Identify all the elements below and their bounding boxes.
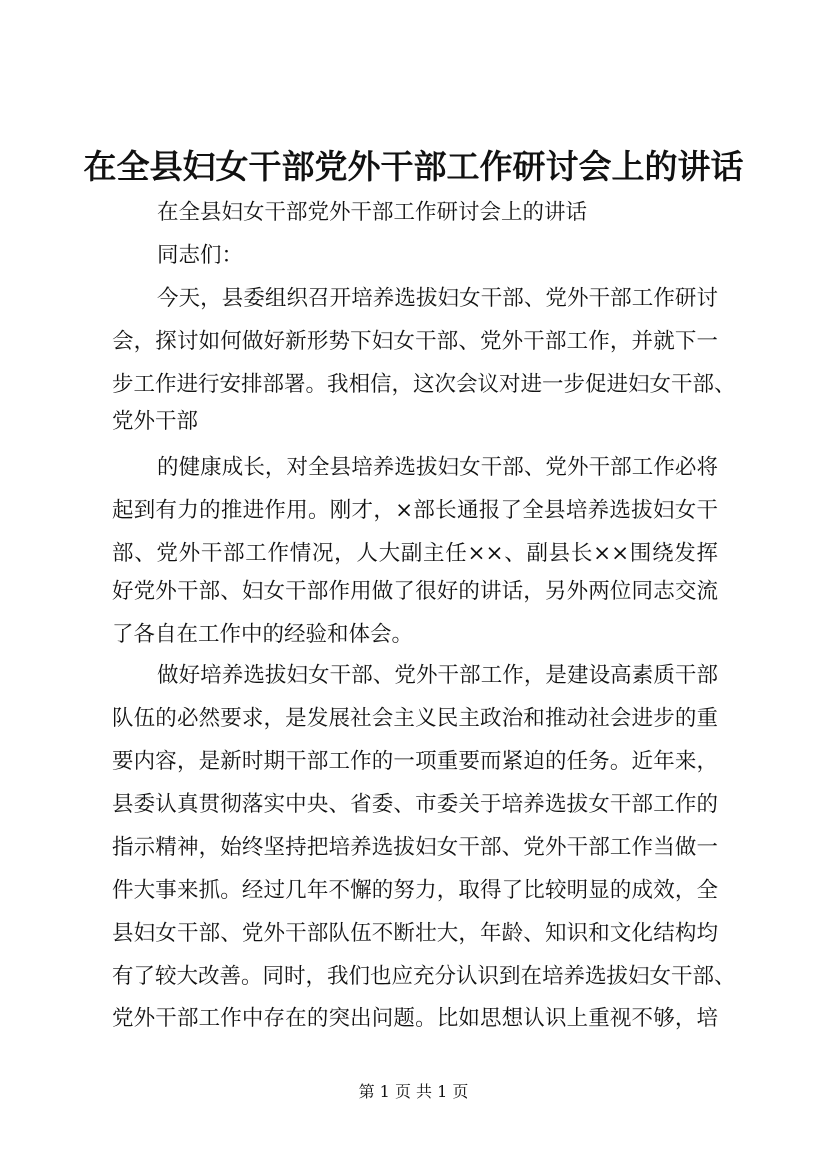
body-line: 指示精神，始终坚持把培养选拔妇女干部、党外干部工作当做一 xyxy=(112,835,718,860)
body-line: 好党外干部、妇女干部作用做了很好的讲话，另外两位同志交流 xyxy=(112,579,718,604)
body-line: 今天，县委组织召开培养选拔妇女干部、党外干部工作研讨 xyxy=(157,286,718,311)
body-line: 部、党外干部工作情况，人大副主任××、副县长××围绕发挥 xyxy=(112,541,718,566)
body-line: 了各自在工作中的经验和体会。 xyxy=(112,622,414,647)
body-line: 步工作进行安排部署。我相信，这次会议对进一步促进妇女干部、 xyxy=(112,372,736,397)
salutation: 同志们： xyxy=(157,243,244,268)
body-line: 队伍的必然要求，是发展社会主义民主政治和推动社会进步的重 xyxy=(112,706,718,731)
body-line: 的健康成长，对全县培养选拔妇女干部、党外干部工作必将 xyxy=(157,455,718,480)
body-line: 做好培养选拔妇女干部、党外干部工作，是建设高素质干部 xyxy=(157,663,718,688)
page-number-footer: 第 1 页 共 1 页 xyxy=(358,1082,469,1101)
body-line: 要内容，是新时期干部工作的一项重要而紧迫的任务。近年来， xyxy=(112,749,718,774)
body-line: 起到有力的推进作用。刚才，×部长通报了全县培养选拔妇女干 xyxy=(112,498,718,523)
document-title: 在全县妇女干部党外干部工作研讨会上的讲话 xyxy=(83,147,744,186)
body-line: 有了较大改善。同时，我们也应充分认识到在培养选拔妇女干部、 xyxy=(112,964,736,989)
body-line: 县妇女干部、党外干部队伍不断壮大，年龄、知识和文化结构均 xyxy=(112,921,718,946)
body-line: 党外干部 xyxy=(112,409,199,434)
body-line: 县委认真贯彻落实中央、省委、市委关于培养选拔女干部工作的 xyxy=(112,792,718,817)
body-line: 会，探讨如何做好新形势下妇女干部、党外干部工作，并就下一 xyxy=(112,329,718,354)
body-line: 件大事来抓。经过几年不懈的努力，取得了比较明显的成效，全 xyxy=(112,878,718,903)
body-line: 党外干部工作中存在的突出问题。比如思想认识上重视不够，培 xyxy=(112,1006,718,1031)
document-subtitle: 在全县妇女干部党外干部工作研讨会上的讲话 xyxy=(157,200,588,225)
